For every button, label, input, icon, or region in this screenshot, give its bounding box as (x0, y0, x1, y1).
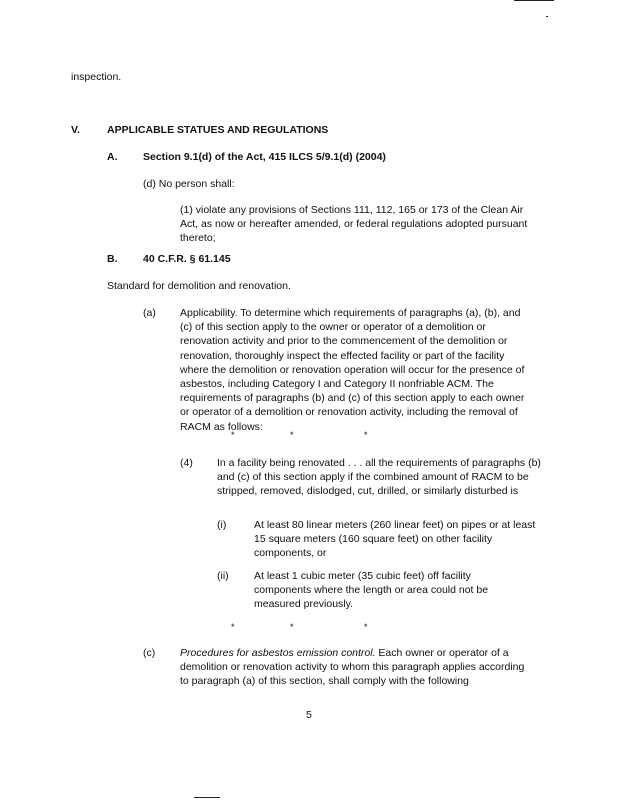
section-b-intro: Standard for demolition and renovation. (107, 280, 291, 292)
ellipsis-mark: * (231, 430, 235, 440)
section-a-letter: A. (107, 151, 118, 163)
section-v-heading: APPLICABLE STATUES AND REGULATIONS (107, 124, 329, 136)
para-c-heading: Procedures for asbestos emission control. (180, 647, 376, 659)
para-4-text: In a facility being renovated . . . all the requirements of paragraphs (b) and (c) of this section apply if the combined amount of RACM to be stripped, removed, dislodged, cut, drilled, or similarly disturbed is (217, 457, 541, 498)
ellipsis-mark: * (290, 622, 294, 632)
sub-i-text: At least 80 linear meters (260 linear feet) on pipes or at least 15 square meters (160 square feet) on other facility components, or (254, 519, 536, 560)
sub-ii-label: (ii) (217, 570, 229, 582)
continuation-text: inspection. (71, 71, 122, 83)
scan-artifact-bottom (194, 797, 220, 798)
ellipsis-mark: * (364, 430, 368, 440)
section-b-letter: B. (107, 253, 118, 265)
scan-artifact-top (514, 0, 554, 1)
ellipsis-mark: * (290, 430, 294, 440)
section-a-heading: Section 9.1(d) of the Act, 415 ILCS 5/9.1(d) (2004) (143, 151, 386, 163)
page-number: 5 (306, 709, 312, 721)
para-a-label: (a) (143, 307, 156, 319)
sub-i-label: (i) (217, 519, 227, 531)
section-b-heading: 40 C.F.R. § 61.145 (143, 253, 231, 265)
para-c-text: Each owner or operator of a demolition or renovation activity to whom this paragraph applies according to paragraph (a) of this section, shall comply with the following (180, 647, 525, 688)
para-c-label: (c) (143, 647, 156, 659)
section-a-intro: (d) No person shall: (143, 178, 235, 190)
para-c-body (180, 646, 533, 689)
sub-ii-text: At least 1 cubic meter (35 cubic feet) off facility components where the length or area could not be measured previously. (254, 570, 489, 611)
para-a-text: Applicability. To determine which requirements of paragraphs (a), (b), and (c) of this section apply to the owner or operator of a demolition or renovation activity and prior to the commencement of the demolition or renovation, thoroughly inspect the effected facility or part of the facility where the demolition or renovation operation will occur for the presence of asbestos, including Category I and Category II nonfriable ACM. The requirements of paragraphs (b) and (c) of this section apply to each owner or operator of a demolition or renovation activity, including the removal of RACM as follows: (180, 307, 525, 433)
para-4-label: (4) (180, 457, 193, 469)
ellipsis-mark: * (364, 622, 368, 632)
ellipsis-mark: * (231, 622, 235, 632)
section-a-quote: (1) violate any provisions of Sections 111, 112, 165 or 173 of the Clean Air Act, as now or hereafter amended, or federal regulations adopted pursuant thereto; (180, 204, 528, 245)
section-v-number: V. (71, 124, 80, 136)
scan-artifact-dot (546, 16, 548, 17)
